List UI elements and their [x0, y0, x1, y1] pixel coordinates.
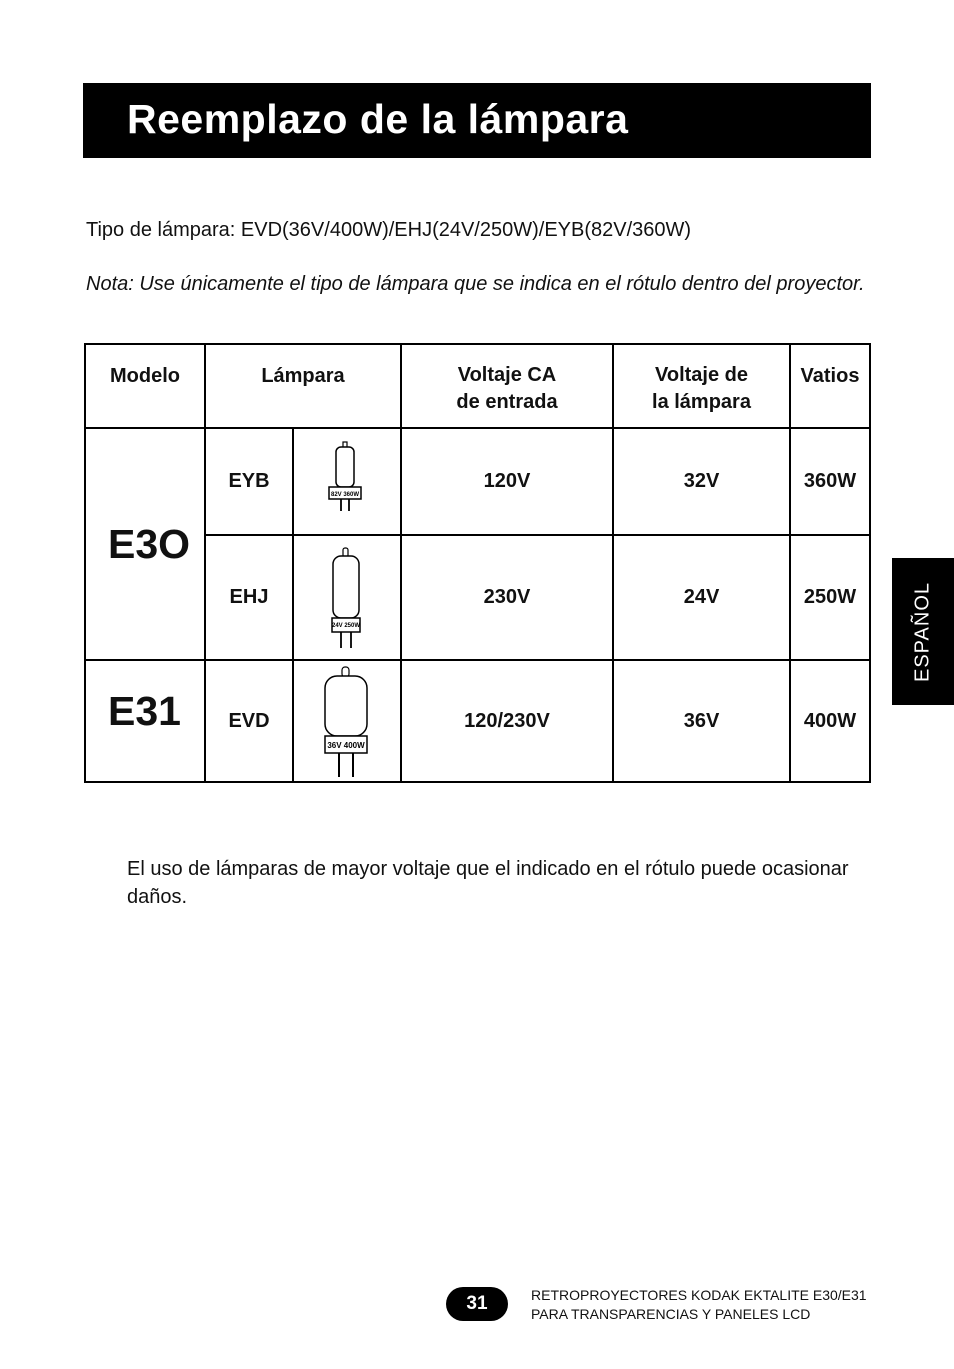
input-voltage-eyb: 120V — [483, 470, 531, 492]
table-border-right — [869, 343, 871, 783]
lamp-name-ehj: EHJ — [229, 586, 269, 608]
svg-text:24V 250W: 24V 250W — [331, 623, 361, 629]
lamp-voltage-ehj: 24V — [683, 586, 720, 608]
header-lamp-voltage-line1: Voltaje de — [655, 364, 748, 386]
footer-line-1: RETROPROYECTORES KODAK EKTALITE E30/E31 — [531, 1287, 867, 1303]
bulb-evd-icon — [320, 665, 372, 780]
bulb-eyb-icon — [325, 439, 365, 514]
model-e30: E3O — [108, 520, 191, 567]
header-model: Modelo — [110, 364, 180, 387]
lamp-voltage-eyb: 32V — [683, 470, 720, 492]
note-text: Nota: Use únicamente el tipo de lámpara que se indica en el rótulo dentro del proyector. — [86, 273, 865, 295]
page-title: Reemplazo de la lámpara — [127, 96, 629, 142]
language-tab-label: ESPAÑOL — [911, 581, 934, 682]
footer-text — [531, 1286, 867, 1324]
bulb-ehj-icon — [326, 546, 366, 651]
svg-text:36V 400W: 36V 400W — [327, 741, 365, 750]
lamp-name-evd: EVD — [228, 709, 270, 732]
header-input-voltage — [402, 359, 612, 419]
input-voltage-ehj: 230V — [483, 586, 531, 608]
watts-eyb: 360W — [803, 470, 857, 492]
warning-text: El uso de lámparas de mayor voltaje que el indicado en el rótulo puede ocasionar daños. — [127, 858, 849, 908]
lamp-name-eyb: EYB — [228, 470, 270, 492]
header-input-voltage-line1: Voltaje CA — [457, 364, 557, 386]
header-lamp-voltage-line2: la lámpara — [652, 391, 751, 413]
header-lamp-voltage — [614, 359, 789, 419]
title-bar — [83, 83, 871, 158]
header-lamp: Lámpara — [261, 364, 345, 387]
watts-evd: 400W — [803, 709, 857, 732]
lamp-table — [84, 343, 871, 783]
header-watts: Vatios — [800, 364, 860, 387]
lamp-type-text: Tipo de lámpara: EVD(36V/400W)/EHJ(24V/250W)/EYB(82V/360W) — [86, 219, 692, 241]
lamp-voltage-evd: 36V — [683, 709, 720, 732]
watts-ehj: 250W — [803, 586, 857, 608]
footer-line-2: PARA TRANSPARENCIAS Y PANELES LCD — [531, 1306, 811, 1322]
col-divider-lamp-image — [292, 427, 294, 783]
model-e31: E31 — [108, 687, 181, 734]
table-border-bottom — [84, 781, 871, 783]
language-tab — [892, 558, 954, 705]
page-number: 31 — [446, 1287, 508, 1321]
svg-text:82V 360W: 82V 360W — [330, 492, 360, 498]
header-input-voltage-line2: de entrada — [456, 391, 558, 413]
input-voltage-evd: 120/230V — [464, 709, 550, 732]
